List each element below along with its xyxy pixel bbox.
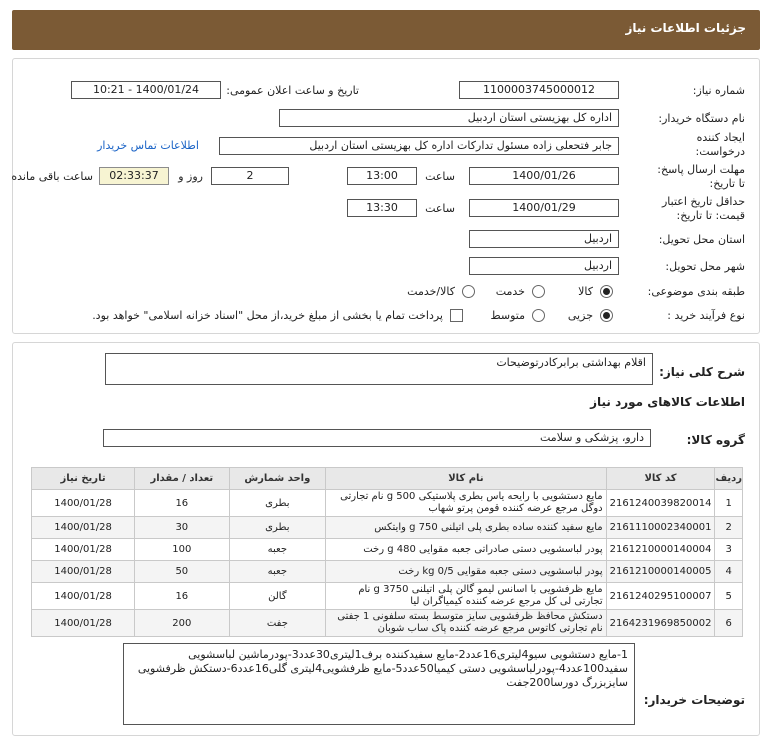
page-title: جزئیات اطلاعات نیاز bbox=[625, 21, 746, 35]
process-option-minor: جزیی bbox=[567, 309, 593, 322]
row-index: 3 bbox=[715, 539, 743, 561]
goods-group-field[interactable]: دارو، پزشکی و سلامت bbox=[103, 429, 651, 447]
goods-table bbox=[31, 467, 743, 637]
col-header-index: ردیف bbox=[715, 468, 743, 490]
announce-field[interactable]: 1400/01/24 - 10:21 bbox=[71, 81, 221, 99]
row-unit: جعبه bbox=[229, 561, 326, 583]
row-date: 1400/01/28 bbox=[32, 490, 135, 517]
process-label: نوع فرآیند خرید : bbox=[667, 309, 745, 322]
category-radio-service[interactable] bbox=[532, 285, 545, 298]
row-unit: جعبه bbox=[229, 539, 326, 561]
col-header-unit: واحد شمارش bbox=[229, 468, 326, 490]
category-option-service: خدمت bbox=[495, 285, 525, 298]
row-name: مایع ظرفشویی با اسانس لیمو گالن پلی اتیلنی 3750 g نام تجارتی لی کل مرجع عرضه کننده کیمیاگران لیا bbox=[326, 583, 606, 610]
process-option-medium: متوسط bbox=[490, 309, 525, 322]
row-date: 1400/01/28 bbox=[32, 561, 135, 583]
table-row[interactable] bbox=[32, 583, 743, 610]
col-header-name: نام کالا bbox=[326, 468, 606, 490]
table-row[interactable] bbox=[32, 539, 743, 561]
row-unit: بطری bbox=[229, 490, 326, 517]
row-unit: گالن bbox=[229, 583, 326, 610]
category-label: طبقه بندی موضوعی: bbox=[647, 285, 745, 298]
table-row[interactable] bbox=[32, 561, 743, 583]
buyer-notes-label: توضیحات خریدار: bbox=[643, 693, 745, 707]
creator-label-2: درخواست: bbox=[695, 145, 745, 158]
row-code: 2161240295100007 bbox=[606, 583, 715, 610]
row-qty: 100 bbox=[135, 539, 229, 561]
remaining-time-field: 02:33:37 bbox=[99, 167, 169, 185]
table-row[interactable] bbox=[32, 490, 743, 517]
summary-field[interactable]: اقلام بهداشتی برابرکادرتوضیحات bbox=[105, 353, 653, 385]
validity-time-label: ساعت bbox=[425, 202, 455, 215]
days-field[interactable]: 2 bbox=[211, 167, 289, 185]
row-date: 1400/01/28 bbox=[32, 539, 135, 561]
row-date: 1400/01/28 bbox=[32, 610, 135, 637]
row-qty: 50 bbox=[135, 561, 229, 583]
table-header-row bbox=[32, 468, 743, 490]
province-field[interactable]: اردبیل bbox=[469, 230, 619, 248]
row-name: پودر لباسشویی دستی صادراتی جعبه مقوایی 480 g رخت bbox=[326, 539, 606, 561]
row-name: پودر لباسشویی دستی جعبه مقوایی 0/5 kg رخت bbox=[326, 561, 606, 583]
row-code: 2161210000140005 bbox=[606, 561, 715, 583]
row-qty: 30 bbox=[135, 517, 229, 539]
deadline-label-2: تا تاریخ: bbox=[709, 177, 745, 190]
validity-label-1: حداقل تاریخ اعتبار bbox=[661, 195, 745, 208]
need-info-panel bbox=[12, 58, 760, 334]
validity-time-field[interactable]: 13:30 bbox=[347, 199, 417, 217]
table-row[interactable] bbox=[32, 517, 743, 539]
row-index: 1 bbox=[715, 490, 743, 517]
col-header-code: کد کالا bbox=[606, 468, 715, 490]
buyer-org-label: نام دستگاه خریدار: bbox=[658, 112, 745, 125]
buyer-org-field[interactable]: اداره کل بهزیستی استان اردبیل bbox=[279, 109, 619, 127]
summary-label: شرح کلی نیاز: bbox=[659, 365, 745, 379]
page-header bbox=[12, 10, 760, 50]
category-radio-goods[interactable] bbox=[600, 285, 613, 298]
row-index: 2 bbox=[715, 517, 743, 539]
row-qty: 16 bbox=[135, 583, 229, 610]
process-radio-minor[interactable] bbox=[600, 309, 613, 322]
city-label: شهر محل تحویل: bbox=[665, 260, 745, 273]
row-unit: جفت bbox=[229, 610, 326, 637]
row-index: 6 bbox=[715, 610, 743, 637]
deadline-label-1: مهلت ارسال پاسخ: bbox=[657, 163, 745, 176]
col-header-date: تاریخ نیاز bbox=[32, 468, 135, 490]
need-number-label: شماره نیاز: bbox=[692, 84, 745, 97]
goods-group-label: گروه کالا: bbox=[686, 433, 745, 447]
buyer-notes-field[interactable]: 1-مایع دستشویی سیو4لیتری16عدد2-مایع سفیدکننده برف1لیتری30عدد3-پودرماشین لباسشویی سفید100عدد4-پودرلباسشویی دستی کیمیا50عدد5-مایع ظرفشویی4لیتری گلی16عدد6-دستکش ظرفشویی سایزبزرگ دورسا200جفت bbox=[123, 643, 635, 725]
row-name: مایع دستشویی با رایحه یاس بطری پلاستیکی 500 g نام تجارتی دوگل مرجع عرضه کننده قومن پرتو شهاب bbox=[326, 490, 606, 517]
remaining-label: ساعت باقی مانده bbox=[11, 170, 93, 183]
col-header-qty: تعداد / مقدار bbox=[135, 468, 229, 490]
row-code: 2164231969850002 bbox=[606, 610, 715, 637]
row-date: 1400/01/28 bbox=[32, 517, 135, 539]
city-field[interactable]: اردبیل bbox=[469, 257, 619, 275]
creator-field[interactable]: جابر فتحعلی زاده مسئول تدارکات اداره کل بهزیستی استان اردبیل bbox=[219, 137, 619, 155]
row-code: 2161110002340001 bbox=[606, 517, 715, 539]
row-unit: بطری bbox=[229, 517, 326, 539]
row-code: 2161210000140004 bbox=[606, 539, 715, 561]
category-option-goods-service: کالا/خدمت bbox=[407, 285, 455, 298]
deadline-time-field[interactable]: 13:00 bbox=[347, 167, 417, 185]
payment-note: پرداخت تمام یا بخشی از مبلغ خرید،از محل "اسناد خزانه اسلامی" خواهد بود. bbox=[92, 309, 443, 322]
row-code: 2161240039820014 bbox=[606, 490, 715, 517]
row-qty: 16 bbox=[135, 490, 229, 517]
process-radio-medium[interactable] bbox=[532, 309, 545, 322]
category-option-goods: کالا bbox=[578, 285, 593, 298]
row-index: 4 bbox=[715, 561, 743, 583]
details-panel bbox=[12, 342, 760, 736]
row-qty: 200 bbox=[135, 610, 229, 637]
goods-info-title: اطلاعات کالاهای مورد نیاز bbox=[590, 395, 745, 409]
deadline-date-field[interactable]: 1400/01/26 bbox=[469, 167, 619, 185]
table-row[interactable] bbox=[32, 610, 743, 637]
validity-label-2: قیمت: تا تاریخ: bbox=[676, 209, 745, 222]
category-radio-goods-service[interactable] bbox=[462, 285, 475, 298]
buyer-contact-link[interactable]: اطلاعات تماس خریدار bbox=[97, 139, 199, 152]
deadline-time-label: ساعت bbox=[425, 170, 455, 183]
need-number-field[interactable]: 1100003745000012 bbox=[459, 81, 619, 99]
creator-label-1: ایجاد کننده bbox=[696, 131, 745, 144]
row-name: مایع سفید کننده ساده بطری پلی اتیلنی 750 g وایتکس bbox=[326, 517, 606, 539]
province-label: استان محل تحویل: bbox=[658, 233, 745, 246]
announce-label: تاریخ و ساعت اعلان عمومی: bbox=[226, 84, 359, 97]
row-index: 5 bbox=[715, 583, 743, 610]
validity-date-field[interactable]: 1400/01/29 bbox=[469, 199, 619, 217]
treasury-payment-checkbox[interactable] bbox=[450, 309, 463, 322]
row-date: 1400/01/28 bbox=[32, 583, 135, 610]
days-label: روز و bbox=[178, 170, 203, 183]
row-name: دستکش محافظ ظرفشویی سایز متوسط بسته سلفونی 1 جفتی نام تجارتی کاتوس مرجع عرضه کننده پاک ساب شوبان bbox=[326, 610, 606, 637]
